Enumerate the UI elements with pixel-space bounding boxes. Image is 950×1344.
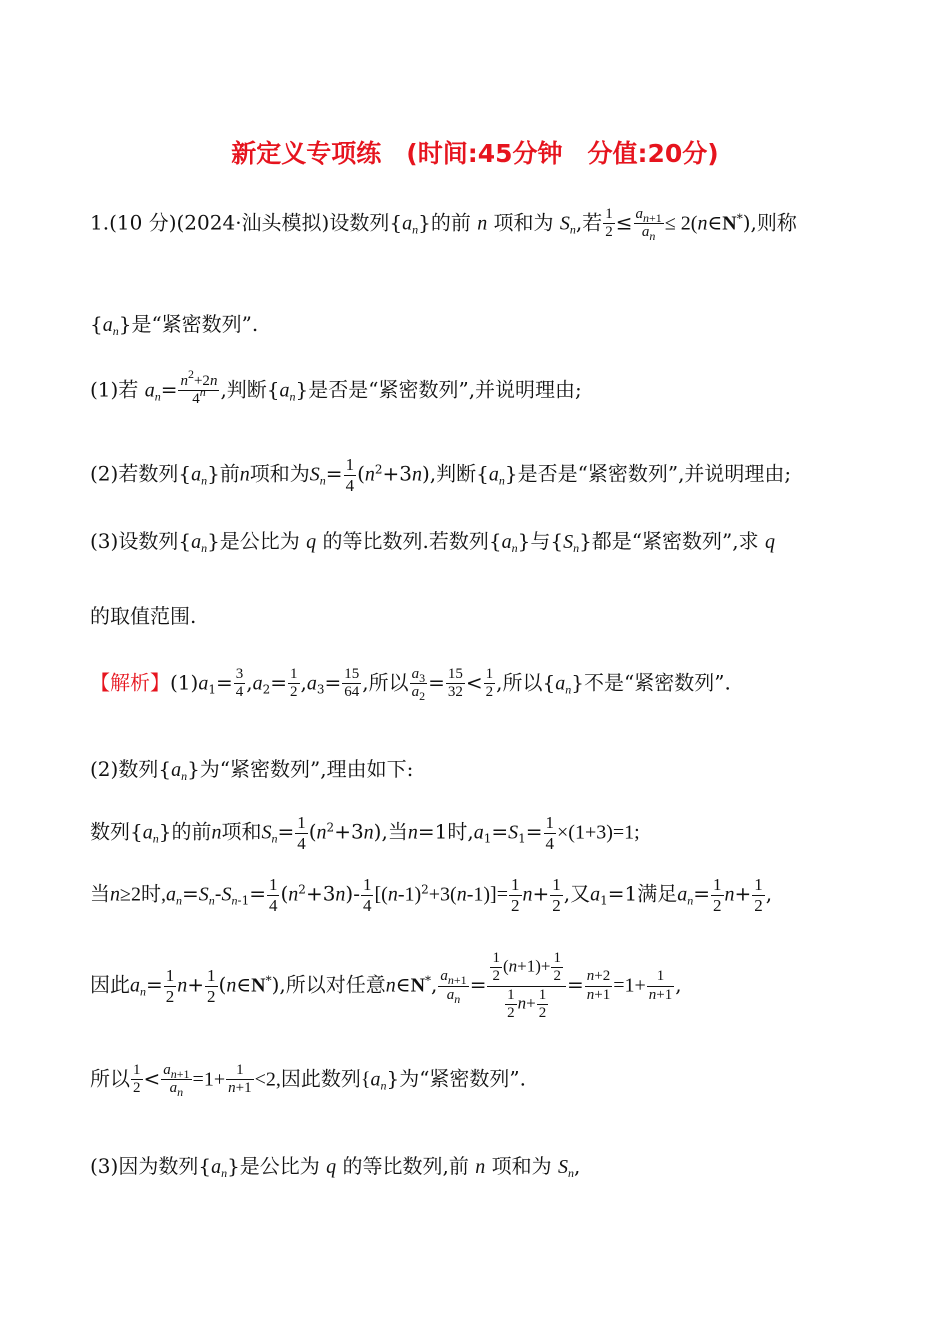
question-3-line-2: 的取值范围. bbox=[90, 604, 197, 628]
solution-part-3: (3)因为数列$\{a_n\}$是公比为 q 的等比数列,前 n 项和为 $S_n$, bbox=[90, 1154, 581, 1180]
solution-label: 【解析】 bbox=[90, 670, 170, 695]
solution-part-2-intro: (2)数列$\{a_n\}$为“紧密数列”,理由如下: bbox=[90, 757, 414, 783]
solution-part-1: 【解析】$(1)a_1=$ $\frac{3}{4}$ $,a_2=$ $\frac{1}{2}$ $,a_3=$ $\frac{15}{64}$ ,所以 $\frac{a_3}{a_2}$ = $\frac{15}{32}$ < $\frac{1}{2}$ ,所以$\{a_n\}$不是“紧密数列”. bbox=[90, 666, 731, 704]
solution-part-2-step-1: 数列$\{a_n\}$的前n项和$S_n=$ $\frac{1}{4}$ $(n^2+3n)$,当n=1时$,a_1=S_1=$ $\frac{1}{4}$ ×(1+3)=1; bbox=[90, 813, 640, 853]
solution-part-2-conclusion: 所以 $\frac{1}{2}$ < $\frac{a_{n+1}}{a_n}$ =1+ $\frac{1}{n+1}$ <2,因此数列$\{a_n\}$为“紧密数列”. bbox=[90, 1062, 526, 1100]
question-2: (2)若数列$\{a_n\}$前n项和为$S_n=$ $\frac{1}{4}$ $(n^2+3n)$,判断$\{a_n\}$是否是“紧密数列”,并说明理由; bbox=[90, 455, 792, 495]
solution-part-2-step-2: 当n≥2时$,a_n=S_n-S_{n-1}=$ $\frac{1}{4}$ $(n^2+3n)-$ $\frac{1}{4}$ $[(n-1)^2+3(n-1)]=$ $\frac{1}{2}$ n+ $\frac{1}{2}$ ,又$a_1=1$满足$a_n=$ $\frac{1}{2}$ n+ $\frac{1}{2}$ , bbox=[90, 875, 773, 915]
problem-line-2: $\{a_n\}$是“紧密数列”. bbox=[90, 312, 259, 338]
question-3: (3)设数列$\{a_n\}$是公比为 q 的等比数列.若数列$\{a_n\}$与$\{S_n\}$都是“紧密数列”,求 q bbox=[90, 529, 775, 555]
page-title: 新定义专项练 (时间:45分钟 分值:20分) bbox=[231, 139, 719, 168]
problem-line-1: 1.(10 分)(2024·汕头模拟)设数列$\{a_n\}$的前 n 项和为 $S_n$,若 $\frac{1}{2}$ ≤ $\frac{a_{n+1}}{a_n}$ ≤ 2(n∈N*),则称 bbox=[90, 206, 797, 244]
question-1: (1)若 $a_n=$ $\frac{n^2+2n}{4^n}$ ,判断$\{a_n\}$是否是“紧密数列”,并说明理由; bbox=[90, 367, 582, 408]
solution-part-2-step-3: 因此$a_n=$ $\frac{1}{2}$ n+ $\frac{1}{2}$ (n∈N*),所以对任意n∈N*, $\frac{a_{n+1}}{a_n}$ = $\frac{1}{2}$ (n+1)+ $\frac{1}{2}$ $\frac{1}{2}$ n+ $\frac{1}{2}$ = $\frac{n+2}{n+1}$ =1+ $\frac{1}{n+1}$ , bbox=[90, 950, 682, 1021]
